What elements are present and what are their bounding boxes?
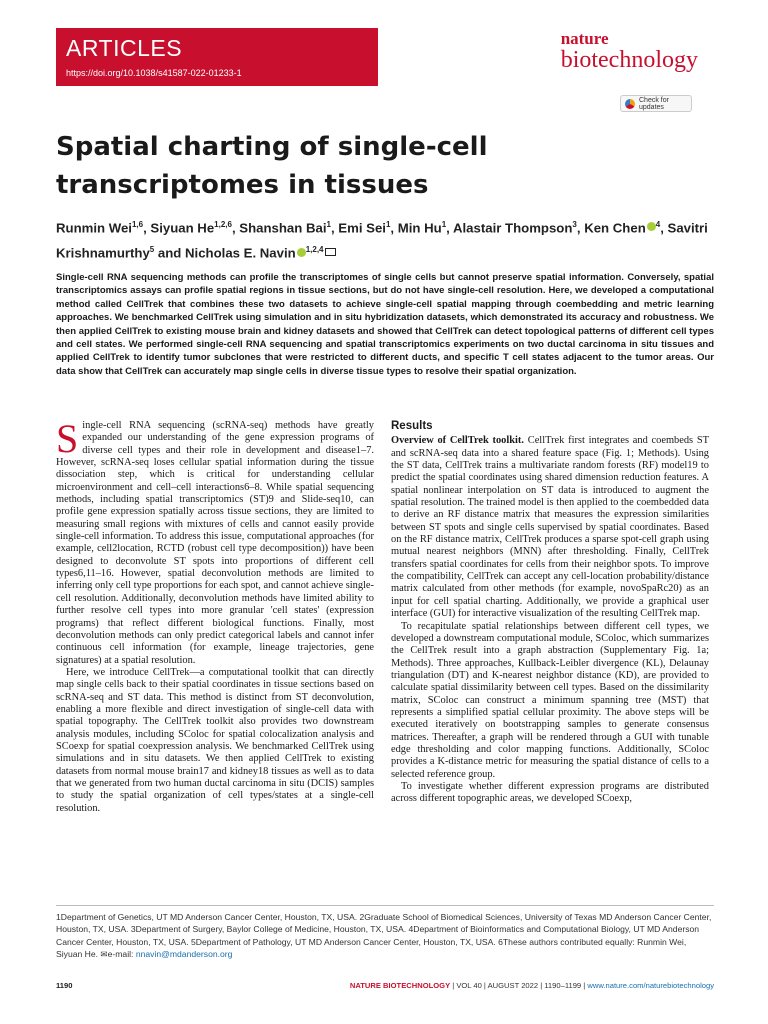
footer-url-link[interactable]: www.nature.com/naturebiotechnology: [587, 981, 714, 990]
author-list: Runmin Wei$^{1,6}$, Siyuan He$^{1,2,6}$, Shanshan Bai$^1$, Emi Sei$^1$, Min Hu$^1$, Alastair Thompson$^3$, Ken Chen $^4$, Savitri Krishnamurthy$^5$ and Nicholas E. Navin $^{1,2,4}$: [56, 220, 708, 261]
intro-paragraph: [56, 416, 374, 667]
drop-cap: S: [56, 416, 79, 461]
orcid-icon[interactable]: [297, 248, 306, 257]
check-for-updates-label: Check for updates: [639, 96, 669, 111]
body-paragraph: Here, we introduce CellTrek—a computational toolkit that can directly map single cells back to their spatial coordinates in tissue sections based on scRNA-seq and ST data. This method is distinct from ST deconvolution, enabling a more flexible and direct investigation of single-cell data with spatial topography. The CellTrek toolkit also provides two downstream analysis modules, including SColoc for spatial colocalization analysis and SCoexp for spatial coexpression analysis. We benchmarked CellTrek using simulations and in situ datasets. We then applied CellTrek to existing datasets from normal mouse brain17 and kidney18 tissues as well as to data that we generated from two human ductal carcinoma in situ (DCIS) samples to study the spatial organization of cell types/states at a single-cell resolution.: [56, 666, 374, 814]
body-paragraph: To investigate whether different expression programs are distributed across different topographic areas, we developed SCoexp,: [391, 780, 709, 805]
author-affiliation: 1,2,4: [305, 245, 324, 255]
section-label: ARTICLES: [66, 35, 183, 61]
subsection-heading: Overview of CellTrek toolkit.: [391, 435, 524, 447]
page-number: 1190: [56, 981, 73, 990]
section-heading-results: Results: [391, 420, 433, 432]
envelope-icon[interactable]: [325, 248, 336, 256]
page-footer: [56, 981, 714, 993]
footnote-divider: [56, 905, 714, 906]
author-name[interactable]: Savitri Krishnamurthy: [56, 220, 708, 261]
abstract: Single-cell RNA sequencing methods can profile the transcriptomes of single cells but cannot preserve spatial information. Conversely, spatial transcriptomics assays can profile spatial regions in tissue sections, but do not have single-cell resolution. Here, we developed a computational method called CellTrek that combines these two datasets to achieve single-cell spatial mapping through coembedding and metric learning approaches. We benchmarked CellTrek using simulation and in situ hybridization datasets, which demonstrated its accuracy and robustness. We then applied CellTrek to existing mouse brain and kidney datasets and showed that CellTrek can detect topological patterns of different cell types and cell states. We performed single-cell RNA sequencing and spatial transcriptomics experiments on two ductal carcinoma in situ tissues and applied CellTrek to identify tumor subclones that were restricted to different ducts, and specific T cell states adjacent to the tumor areas. Our data show that CellTrek can accurately map single cells in diverse tissue types to resolve their spatial organization.: [56, 272, 714, 377]
section-header-block: [56, 28, 378, 86]
article-banner: [0, 0, 768, 100]
author-affiliation: 1: [326, 220, 331, 229]
author-name[interactable]: Runmin Wei: [56, 220, 132, 236]
affiliations-footnote: [56, 911, 714, 960]
intro-paragraph-text: ingle-cell RNA sequencing (scRNA-seq) methods have greatly expanded our understanding of the gene expression programs of diverse cell types and their role in development and disease1–7. However, scRNA-seq loses cellular spatial information during the tissue dissociation step, which is critical for understanding cellular microenvironment and cell–cell interactions6–8. While spatial sequencing methods, including spatial transcriptomics (ST)9 and Slide-seq10, can profile gene expression spatially across tissue sections, they are limited to measuring small regions with mixtures of cells and cannot easily provide single-cell information. To address this issue, computational approaches (for example, cell2location, RCTD (robust cell type decomposition)) have been designed to deconvolute ST spots into proportions of different cell types6,11–16. However, spatial deconvolution methods are limited to inferring only cell type proportions for each spot, and cannot achieve single-cell resolution. Additionally, deconvolution methods have limited ability to further resolve cell types into more granular 'cell states' (expression programs) that reflect different biological functions. Finally, most deconvolution methods can only predict categorical labels and cannot infer continuous cell information (for example, lineage trajectories, gene signatures) at a spatial resolution.: [56, 420, 374, 666]
article-title: Spatial charting of single-cell transcriptomes in tissues: [56, 132, 488, 200]
footer-citation: [350, 981, 714, 990]
journal-logo[interactable]: [561, 30, 698, 72]
check-for-updates-button[interactable]: [620, 95, 692, 112]
author-name[interactable]: Siyuan He: [150, 220, 215, 236]
body-column-left: [56, 416, 374, 815]
author-affiliation: 1: [441, 220, 447, 229]
author-name[interactable]: Min Hu: [397, 220, 442, 236]
author-affiliation: 5: [149, 245, 155, 255]
author-affiliation: 1: [385, 220, 391, 229]
footer-journal: NATURE BIOTECHNOLOGY: [349, 981, 451, 990]
email-link[interactable]: nnavin@mdanderson.org: [135, 948, 233, 959]
author-name[interactable]: Emi Sei: [338, 220, 386, 236]
author-name[interactable]: Alastair Thompson: [452, 220, 573, 236]
body-paragraph-text: CellTrek first integrates and coembeds ST and scRNA-seq data into a shared feature space (Fig. 1; Methods). Using the ST data, CellTrek trains a multivariate random forests (RF) model19 to predict the spatial coordinates using shared dimension reduction features. A spatial nonlinear interpolation on ST data is introduced to augment the spatial resolution. The trained model is then applied to the coembedded data to derive an RF distance matrix that measures the expression similarities between ST spots and single cells supervised by spatial coordinates. Based on the RF distance matrix, CellTrek produces a sparse spot-cell graph using mutual nearest neighbors (MNN) after thresholding. Finally, CellTrek transfers spatial coordinates for cells from their neighbor spots. To improve the compatibility, CellTrek can accept any cell-location probability/distance matrix calculated from other methods (for example, novoSpaRc20) as an input for cell spatial charting. Additionally, we provide a graphical user interface (GUI) for interactive visualization of the resulting CellTrek map.: [391, 435, 709, 620]
orcid-icon[interactable]: [647, 222, 656, 231]
author-affiliation: 4: [655, 220, 661, 229]
crossmark-icon: [625, 99, 635, 109]
author-name[interactable]: Nicholas E. Navin: [185, 245, 296, 261]
body-paragraph: [391, 435, 709, 620]
body-paragraph: To recapitulate spatial relationships between different cell types, we developed a downstream computational module, SColoc, which summarizes the CellTrek result into a graph abstraction (Supplementary Fig. 1a; Methods). Three approaches, Kullback-Leibler divergence (KL), Delaunay triangulation (DT) and K-nearest neighbor distance (KD), are provided to calculate spatial dissimilarity between cell types. Based on the dissimilarity matrix, SColoc can construct a minimum spanning tree (MST) that represents a simplified spatial cellular proximity. The above steps will be executed iteratively on bootstrapping samples to generate consensus matrices. Thereafter, a graph will be rendered through a GUI with tunable edge thresholding and color mapping functions. Additionally, SColoc provides a K-distance metric for measuring the spatial distance of cells to a selected reference group.: [391, 620, 709, 780]
affiliations-text: 1Department of Genetics, UT MD Anderson Cancer Center, Houston, TX, USA. 2Graduate School of Biomedical Sciences, University of Texas MD Anderson Cancer Center, Houston, TX, USA. 3Department of Surgery, Baylor College of Medicine, Houston, TX, USA. 4Department of Bioinformatics and Computational Biology, UT MD Anderson Cancer Center, Houston, TX, USA. 5Department of Pathology, UT MD Anderson Cancer Center, Houston, TX, USA. 6These authors contributed equally: Runmin Wei, Siyuan He. ✉e-mail:: [56, 912, 712, 959]
author-affiliation: 1,2,6: [214, 220, 232, 229]
journal-logo-line1: nature: [560, 29, 609, 48]
author-affiliation: 3: [572, 220, 577, 229]
body-column-right: [391, 420, 709, 806]
journal-logo-line2: biotechnology: [560, 47, 698, 73]
doi-link[interactable]: https://doi.org/10.1038/s41587-022-01233-1: [66, 68, 242, 78]
footer-issue: | VOL 40 | AUGUST 2022 | 1190–1199 |: [450, 981, 588, 990]
author-affiliation: 1,6: [131, 220, 144, 229]
author-name[interactable]: Shanshan Bai: [239, 220, 327, 236]
author-name[interactable]: Ken Chen: [584, 220, 646, 236]
